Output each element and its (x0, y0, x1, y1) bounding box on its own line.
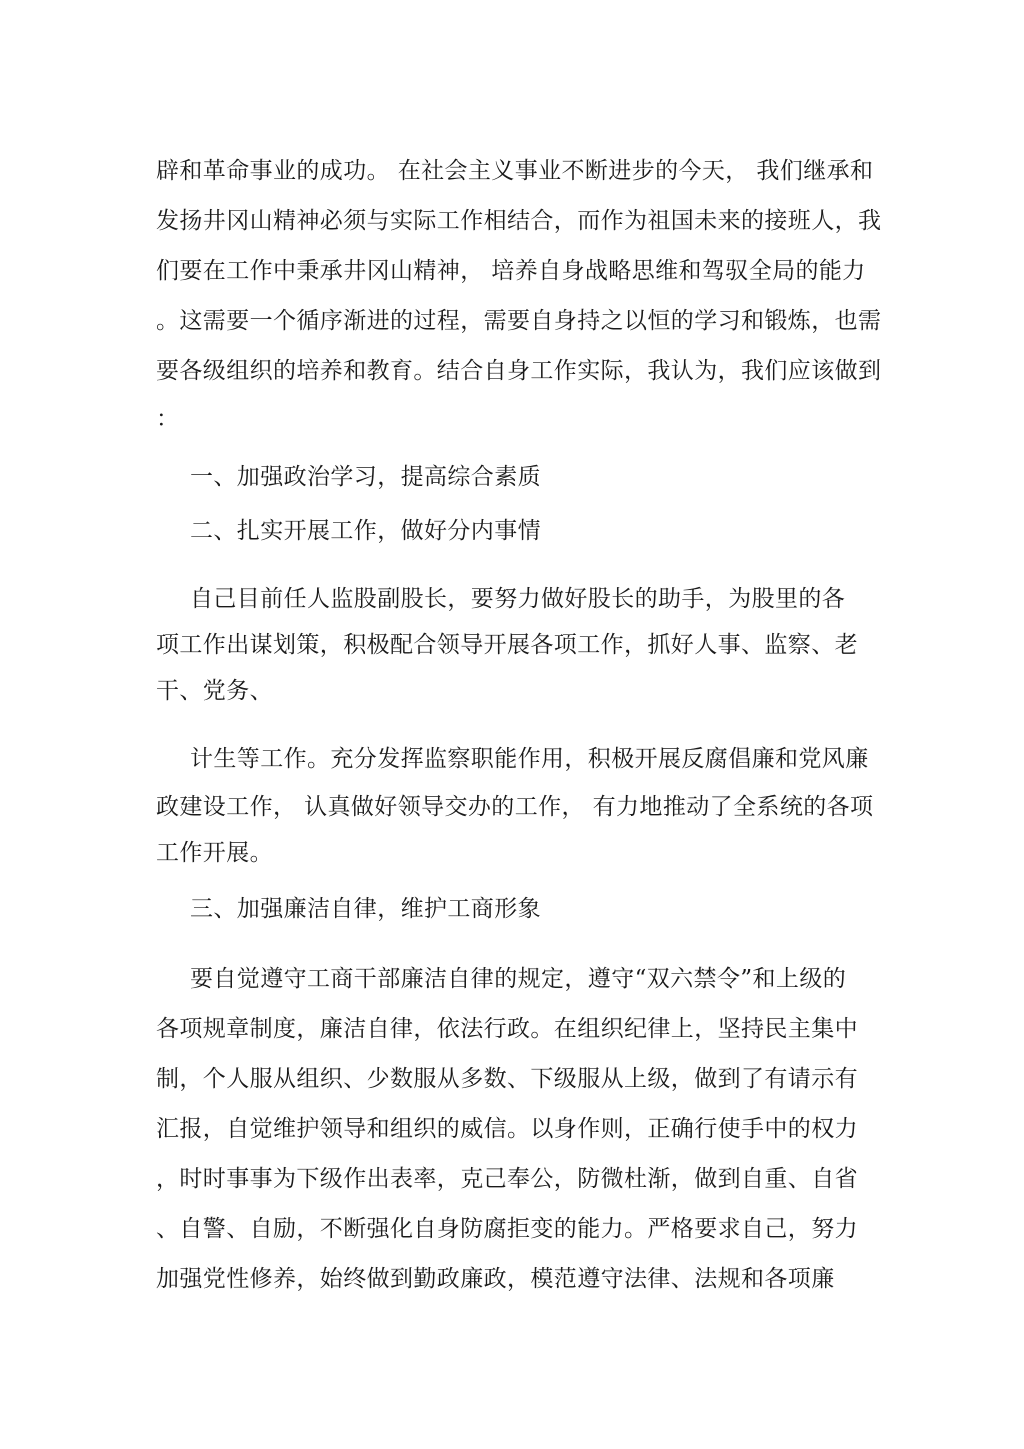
text-line: ，时时事事为下级作出表率，克己奉公，防微杜渐，做到自重、自省 (156, 1166, 858, 1192)
text-line: 汇报，自觉维护领导和组织的威信。以身作则，正确行使手中的权力 (156, 1116, 858, 1142)
section-heading: 三、加强廉洁自律，维护工商形象 (190, 896, 541, 922)
text-line: 、自警、自励，不断强化自身防腐拒变的能力。严格要求自己，努力 (156, 1216, 858, 1242)
text-line: 辟和革命事业的成功。 在社会主义事业不断进步的今天， 我们继承和 (156, 158, 874, 184)
text-line: 工作开展。 (156, 840, 273, 866)
text-line: 各项规章制度，廉洁自律，依法行政。在组织纪律上，坚持民主集中 (156, 1016, 858, 1042)
text-line: 项工作出谋划策，积极配合领导开展各项工作，抓好人事、监察、老 (156, 632, 858, 658)
text-line: 发扬井冈山精神必须与实际工作相结合，而作为祖国未来的接班人，我 (156, 208, 882, 234)
text-line: 加强党性修养，始终做到勤政廉政，模范遵守法律、法规和各项廉 (156, 1266, 835, 1292)
text-line: 。这需要一个循序渐进的过程，需要自身持之以恒的学习和锻炼，也需 (156, 308, 882, 334)
section-heading: 一、加强政治学习，提高综合素质 (190, 464, 541, 490)
text-line: 计生等工作。充分发挥监察职能作用，积极开展反腐倡廉和党风廉 (190, 746, 869, 772)
section-heading: 二、扎实开展工作，做好分内事情 (190, 518, 541, 544)
text-line: 干、党务、 (156, 678, 273, 704)
text-line: 制，个人服从组织、少数服从多数、下级服从上级，做到了有请示有 (156, 1066, 858, 1092)
text-line: 政建设工作， 认真做好领导交办的工作， 有力地推动了全系统的各项 (156, 794, 874, 820)
text-line: 要自觉遵守工商干部廉洁自律的规定，遵守“双六禁令”和上级的 (190, 966, 847, 992)
text-line: 要各级组织的培养和教育。结合自身工作实际，我认为，我们应该做到 (156, 358, 882, 384)
text-line: 们要在工作中秉承井冈山精神， 培养自身战略思维和驾驭全局的能力 (156, 258, 866, 284)
text-line: ： (156, 406, 180, 432)
text-line: 自己目前任人监股副股长，要努力做好股长的助手，为股里的各 (190, 586, 846, 612)
